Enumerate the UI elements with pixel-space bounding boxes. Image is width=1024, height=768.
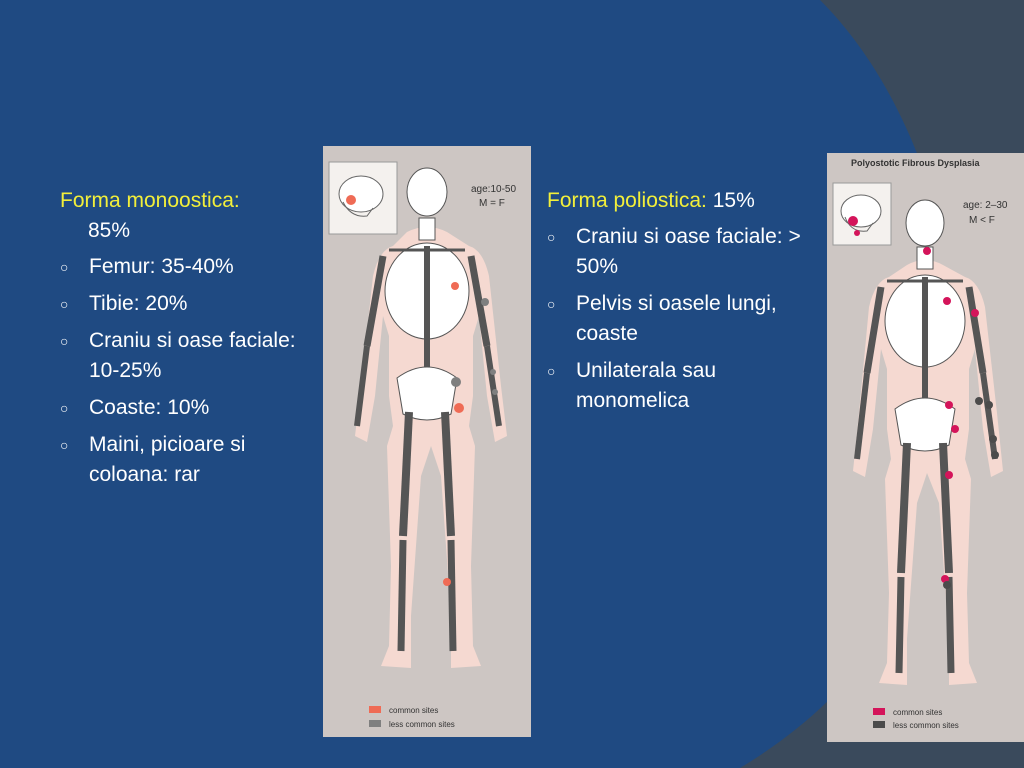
legend-less-common-swatch [369,720,381,727]
skull [407,168,447,216]
skeleton-diagram [827,153,1024,742]
less-common-site-marker [481,298,489,306]
common-site-marker [923,247,931,255]
list-item-text: Coaste: 10% [89,396,210,419]
monostotic-percentage: 85% [88,219,131,242]
polyostotic-heading-label: Forma poliostica: [547,189,707,212]
common-site-marker [951,425,959,433]
hollow-circle-bullet-icon: ○ [547,363,556,379]
list-item-text: Craniu si oase faciale: 10-25% [89,329,296,382]
less-common-site-marker [492,389,498,395]
common-site-marker [945,471,953,479]
list-item [60,289,310,319]
polyostotic-list [547,222,827,416]
list-item [547,289,827,349]
hollow-circle-bullet-icon: ○ [60,296,69,312]
hollow-circle-bullet-icon: ○ [60,333,69,349]
list-item [60,252,310,282]
monostotic-skeleton-figure [323,146,531,737]
monostotic-heading [60,186,310,246]
sex-ratio-text: M = F [479,198,505,209]
right-tibia [451,540,453,651]
sex-ratio-text: M < F [969,215,995,226]
skull [906,200,944,246]
monostotic-list [60,252,310,490]
common-site-marker [971,309,979,317]
right-tibia [949,577,951,673]
common-site-marker [346,195,356,205]
legend-common-label: common sites [389,706,439,715]
common-site-marker [454,403,464,413]
list-item [547,222,827,282]
legend-common-swatch [369,706,381,713]
polyostotic-skeleton-figure [827,153,1024,742]
list-item-text: Pelvis si oasele lungi, coaste [576,292,777,345]
polyostotic-percentage: 15% [706,189,755,212]
age-range-text: age: 2–30 [963,200,1008,211]
legend-common-label: common sites [893,708,943,717]
common-site-marker [443,578,451,586]
hollow-circle-bullet-icon: ○ [60,437,69,453]
list-item-text: Unilaterala sau monomelica [576,359,717,412]
list-item-text: Craniu si oase faciale: > 50% [576,225,801,278]
hollow-circle-bullet-icon: ○ [60,400,69,416]
monostotic-heading-label: Forma monoostica: [60,189,240,212]
age-range-text: age:10-50 [471,184,517,195]
common-site-marker [451,282,459,290]
hollow-circle-bullet-icon: ○ [547,296,556,312]
list-item [547,356,827,416]
legend-common-swatch [873,708,885,715]
less-common-site-marker [991,451,999,459]
monostotic-text-block [60,186,310,497]
less-common-site-marker [943,581,951,589]
cervical-spine [419,218,435,240]
polyostotic-heading [547,186,827,216]
list-item-text: Femur: 35-40% [89,255,234,278]
common-site-marker [854,230,860,236]
left-tibia [899,577,901,673]
list-item [60,393,310,423]
less-common-site-marker [490,369,496,375]
less-common-site-marker [451,377,461,387]
common-site-marker [945,401,953,409]
list-item-text: Tibie: 20% [89,292,188,315]
less-common-site-marker [989,435,997,443]
skeleton-diagram [323,146,531,737]
figure-title: Polyostotic Fibrous Dysplasia [851,158,980,168]
list-item [60,430,310,490]
polyostotic-text-block [547,186,827,423]
legend-less-common-swatch [873,721,885,728]
hollow-circle-bullet-icon: ○ [547,229,556,245]
less-common-site-marker [985,401,993,409]
legend-less-common-label: less common sites [893,721,959,730]
list-item [60,326,310,386]
hollow-circle-bullet-icon: ○ [60,259,69,275]
legend-less-common-label: less common sites [389,720,455,729]
less-common-site-marker [975,397,983,405]
common-site-marker [943,297,951,305]
left-tibia [401,540,403,651]
list-item-text: Maini, picioare si coloana: rar [89,433,246,486]
common-site-marker [848,216,858,226]
